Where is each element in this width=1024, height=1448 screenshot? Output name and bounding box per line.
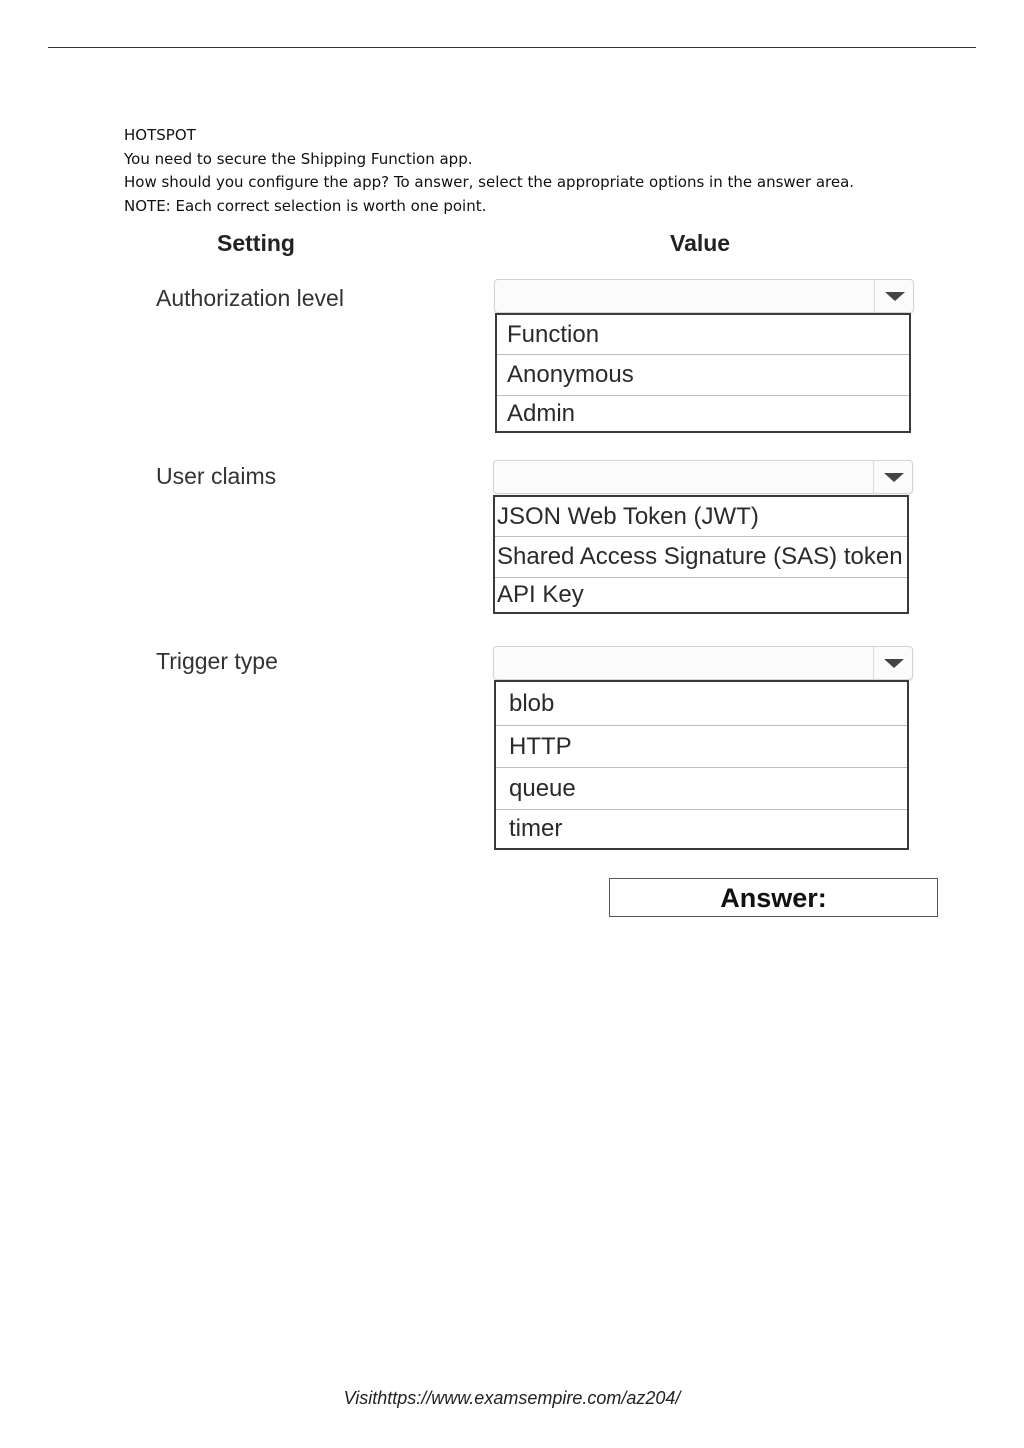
question-type: HOTSPOT xyxy=(124,126,196,144)
option-admin[interactable]: Admin xyxy=(507,399,576,427)
chevron-down-icon[interactable] xyxy=(873,461,912,493)
chevron-down-icon[interactable] xyxy=(873,647,912,679)
setting-column-header: Setting xyxy=(217,230,295,256)
question-line: How should you configure the app? To answer, select the appropriate options in the answer area. xyxy=(124,173,855,191)
question-note: NOTE: Each correct selection is worth one point. xyxy=(124,196,487,215)
option-timer[interactable]: timer xyxy=(509,815,563,842)
authorization-level-options xyxy=(495,313,911,433)
option-blob[interactable]: blob xyxy=(496,682,907,726)
top-rule xyxy=(48,47,976,48)
user-claims-options xyxy=(493,495,909,614)
option-queue[interactable]: queue xyxy=(496,768,907,810)
option-api-key[interactable]: API Key xyxy=(497,581,584,608)
user-claims-dropdown[interactable] xyxy=(493,460,913,494)
trigger-type-dropdown[interactable] xyxy=(493,646,913,680)
trigger-type-options xyxy=(494,680,909,850)
setting-label-trigger-type: Trigger type xyxy=(156,648,278,674)
question-text xyxy=(124,124,854,218)
answer-label: Answer: xyxy=(609,878,938,917)
option-function[interactable]: Function xyxy=(497,315,909,355)
value-column-header: Value xyxy=(670,230,731,256)
option-jwt[interactable]: JSON Web Token (JWT) xyxy=(495,497,907,537)
option-sas-token[interactable]: Shared Access Signature (SAS) token xyxy=(495,537,907,578)
option-http[interactable]: HTTP xyxy=(496,726,907,768)
chevron-down-icon[interactable] xyxy=(874,280,913,312)
authorization-level-dropdown[interactable] xyxy=(494,279,914,313)
setting-label-authorization-level: Authorization level xyxy=(156,285,344,311)
setting-label-user-claims: User claims xyxy=(156,463,277,489)
footer-link[interactable]: Visithttps://www.examsempire.com/az204/ xyxy=(343,1388,681,1408)
option-anonymous[interactable]: Anonymous xyxy=(497,355,909,396)
question-line: You need to secure the Shipping Function app. xyxy=(124,149,473,168)
